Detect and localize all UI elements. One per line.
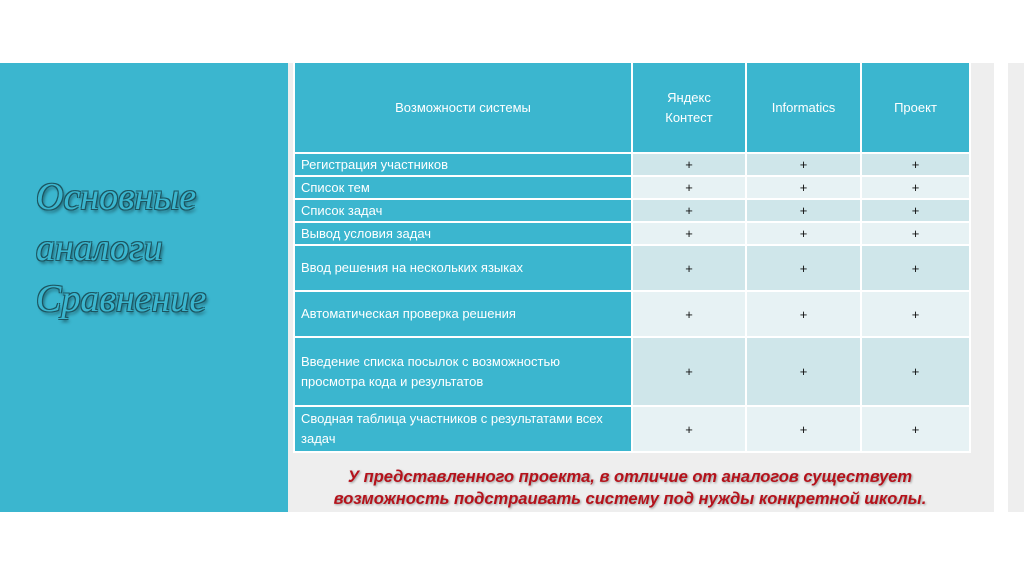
mark-cell: +	[632, 176, 746, 199]
side-strip	[994, 63, 1008, 512]
mark-cell: +	[746, 406, 861, 452]
feature-cell: Регистрация участников	[294, 153, 632, 176]
mark-cell: +	[861, 406, 970, 452]
mark-cell: +	[861, 291, 970, 337]
feature-cell: Список задач	[294, 199, 632, 222]
table-row	[294, 337, 970, 406]
table-row	[294, 176, 970, 199]
mark-cell: +	[861, 222, 970, 245]
table-row	[294, 199, 970, 222]
mark-cell: +	[861, 337, 970, 406]
mark-cell: +	[746, 176, 861, 199]
mark-cell: +	[861, 245, 970, 291]
feature-cell: Список тем	[294, 176, 632, 199]
header-features: Возможности системы	[294, 62, 632, 153]
comparison-table	[293, 61, 971, 453]
feature-cell: Вывод условия задач	[294, 222, 632, 245]
table-row	[294, 222, 970, 245]
header-informatics: Informatics	[746, 62, 861, 153]
table-row	[294, 153, 970, 176]
mark-cell: +	[632, 222, 746, 245]
title-line-2: аналоги	[36, 227, 163, 269]
feature-cell: Введение списка посылок с возможностью просмотра кода и результатов	[294, 337, 632, 406]
header-project: Проект	[861, 62, 970, 153]
mark-cell: +	[746, 222, 861, 245]
header-yandex-contest: Яндекс Контест	[632, 62, 746, 153]
mark-cell: +	[632, 245, 746, 291]
title-line-1: Основные	[36, 176, 197, 218]
mark-cell: +	[632, 291, 746, 337]
mark-cell: +	[632, 337, 746, 406]
title-line-3: Сравнение	[36, 278, 207, 320]
mark-cell: +	[746, 153, 861, 176]
feature-cell: Автоматическая проверка решения	[294, 291, 632, 337]
mark-cell: +	[632, 199, 746, 222]
table-row	[294, 245, 970, 291]
feature-cell: Сводная таблица участников с результатами всех задач	[294, 406, 632, 452]
mark-cell: +	[632, 406, 746, 452]
table-row	[294, 291, 970, 337]
mark-cell: +	[746, 199, 861, 222]
table-header-row	[294, 62, 970, 153]
mark-cell: +	[861, 176, 970, 199]
feature-cell: Ввод решения на нескольких языках	[294, 245, 632, 291]
conclusion-note: У представленного проекта, в отличие от аналогов существует возможность подстраивать систему под нужды конкретной школы.	[333, 468, 927, 508]
mark-cell: +	[746, 245, 861, 291]
mark-cell: +	[632, 153, 746, 176]
table-row	[294, 406, 970, 452]
mark-cell: +	[861, 199, 970, 222]
slide-title	[36, 172, 276, 325]
mark-cell: +	[746, 291, 861, 337]
mark-cell: +	[746, 337, 861, 406]
mark-cell: +	[861, 153, 970, 176]
